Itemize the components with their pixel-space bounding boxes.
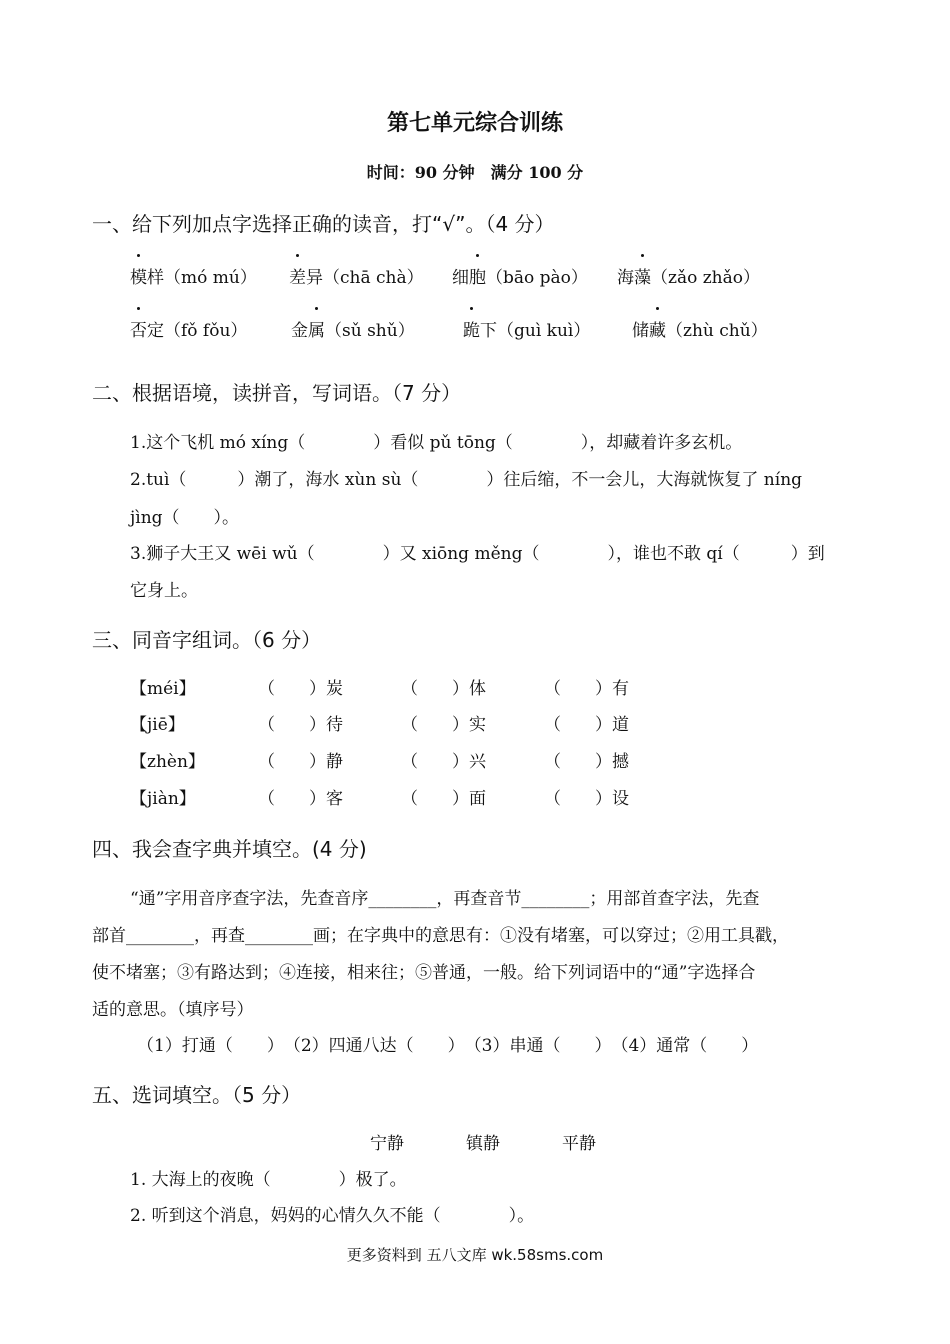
question-line: 3.狮子大王又 wēi wǔ（ ）又 xiōng měng（ ），谁也不敢 qí（ ）到: [130, 544, 825, 564]
word-choice: 宁静: [370, 1134, 404, 1154]
question-line: jìng（ ）。: [130, 508, 240, 528]
pinyin-choice-item: 否定（fǒ fǒu）: [130, 316, 247, 341]
homophone-label: 【jiē】: [130, 715, 185, 735]
page-subtitle: 时间：90 分钟 满分 100 分: [366, 163, 584, 182]
homophone-blank: （ ）道: [544, 715, 629, 735]
paragraph-line: “通”字用音序查字法，先查音序________，再查音节________；用部首查字法，先查: [130, 889, 760, 909]
homophone-blank: （ ）兴: [401, 752, 486, 772]
fill-in-row: （1）打通（ ） （2）四通八达（ ） （3）串通（ ） （4）通常（ ）: [137, 1036, 759, 1056]
homophone-blank: （ ）设: [544, 789, 629, 809]
homophone-blank: （ ）面: [401, 789, 486, 809]
homophone-blank: （ ）体: [401, 679, 486, 699]
homophone-label: 【jiàn】: [130, 789, 196, 809]
section-1-heading: 一、给下列加点字选择正确的读音，打“√”。（4 分）: [92, 212, 555, 236]
homophone-blank: （ ）实: [401, 715, 486, 735]
paragraph-line: 适的意思。（填序号）: [92, 1000, 254, 1020]
homophone-blank: （ ）撼: [544, 752, 629, 772]
pinyin-choice-item: 储藏（zhù chǔ）: [632, 316, 768, 341]
homophone-blank: （ ）客: [258, 789, 343, 809]
page-title: 第七单元综合训练: [386, 110, 563, 136]
section-4-heading: 四、我会查字典并填空。(4 分): [92, 837, 367, 861]
homophone-blank: （ ）静: [258, 752, 343, 772]
pinyin-choice-item: 金属（sǔ shǔ）: [291, 316, 415, 341]
homophone-label: 【zhèn】: [130, 752, 205, 772]
section-5-heading: 五、选词填空。（5 分）: [92, 1083, 302, 1107]
question-line: 1. 大海上的夜晚（ ）极了。: [130, 1170, 407, 1190]
paragraph-line: 使不堵塞；③有路达到；④连接，相来往；⑤普通，一般。给下列词语中的“通”字选择合: [92, 963, 756, 983]
section-3-heading: 三、同音字组词。（6 分）: [92, 628, 322, 652]
word-choice: 镇静: [466, 1134, 500, 1154]
homophone-blank: （ ）炭: [258, 679, 343, 699]
paragraph-line: 部首________，再查________画；在字典中的意思有：①没有堵塞，可以穿过；②用工具戳，: [92, 926, 789, 946]
footer-watermark: 更多资料到 五八文库 wk.58sms.com: [346, 1246, 604, 1264]
homophone-label: 【méi】: [130, 679, 196, 699]
question-line: 2. 听到这个消息，妈妈的心情久久不能（ ）。: [130, 1206, 535, 1226]
homophone-blank: （ ）有: [544, 679, 629, 699]
question-line: 它身上。: [130, 581, 198, 601]
pinyin-choice-item: 差异（chā chà）: [289, 263, 424, 288]
word-choice: 平静: [562, 1134, 596, 1154]
homophone-blank: （ ）待: [258, 715, 343, 735]
question-line: 1.这个飞机 mó xíng（ ）看似 pǔ tōng（ ），却藏着许多玄机。: [130, 433, 743, 453]
pinyin-choice-item: 跪下（guì kuì）: [463, 316, 590, 341]
pinyin-choice-item: 海藻（zǎo zhǎo）: [617, 263, 760, 288]
pinyin-choice-item: 模样（mó mú）: [130, 263, 257, 288]
question-line: 2.tuì（ ）潮了，海水 xùn sù（ ）往后缩，不一会儿，大海就恢复了 níng: [130, 470, 803, 490]
section-2-heading: 二、根据语境，读拼音，写词语。（7 分）: [92, 381, 462, 405]
pinyin-choice-item: 细胞（bāo pào）: [452, 263, 588, 288]
